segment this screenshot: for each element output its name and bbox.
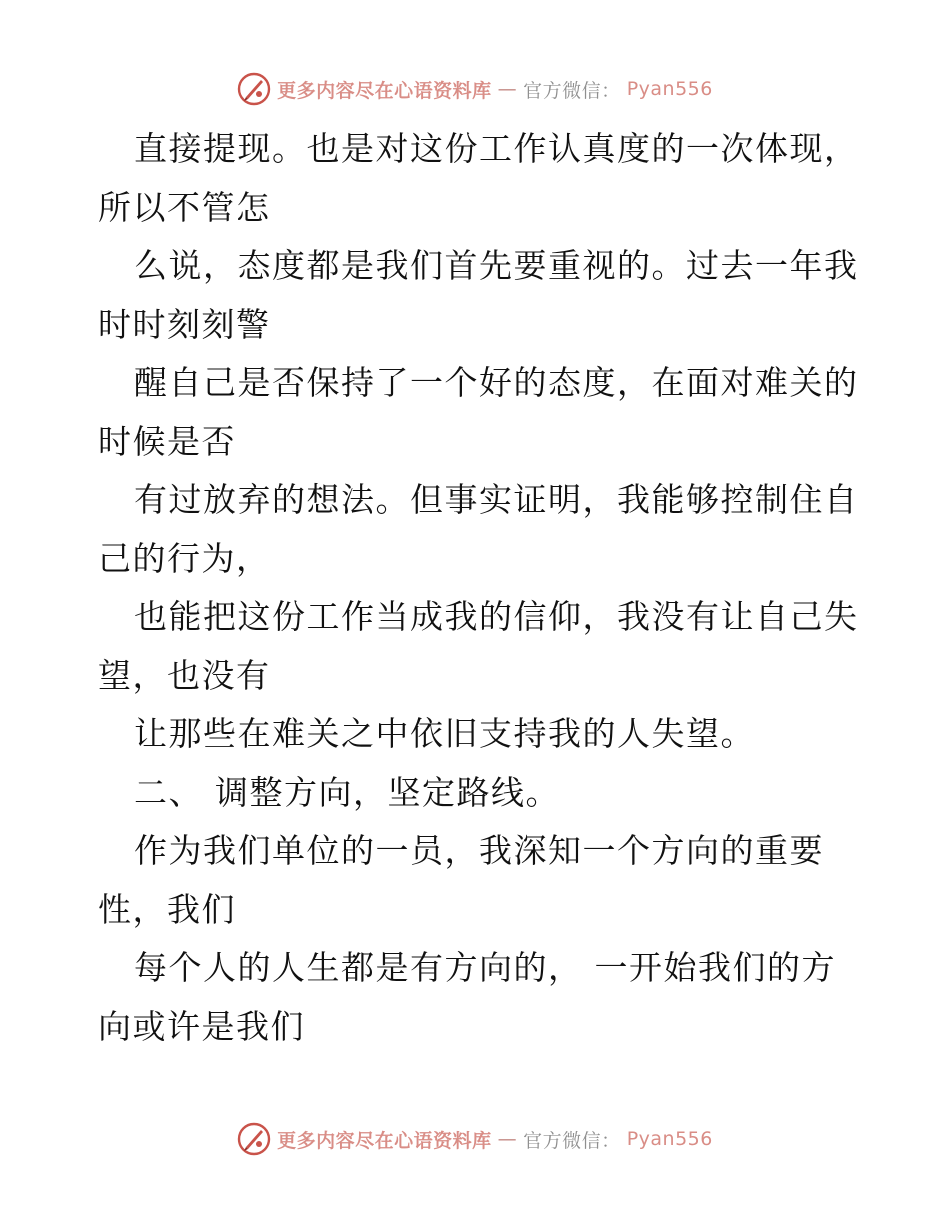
quill-logo-icon [237,1122,271,1156]
watermark-id: Pyan556 [626,78,713,100]
quill-logo-icon [237,72,271,106]
paragraph-line: 有过放弃的想法。但事实证明，我能够控制住自 [134,480,859,519]
paragraph-line: 么说，态度都是我们首先要重视的。过去一年我 [134,246,859,285]
paragraph-line: 醒自己是否保持了一个好的态度，在面对难关的 [134,363,859,402]
paragraph-line: 所以不管怎 [98,187,271,227]
watermark-text: 更多内容尽在心语资料库 [277,79,492,102]
paragraph-line: 望，也没有 [98,655,271,695]
paragraph-line: 向或许是我们 [98,1006,305,1046]
paragraph-line: 直接提现。也是对这份工作认真度的一次体现， [134,129,859,168]
paragraph-line: 作为我们单位的一员，我深知一个方向的重要 [134,831,824,870]
watermark-sub: 官方微信： [523,1129,621,1152]
watermark-sub: 官方微信： [523,79,621,102]
section-heading: 二、 调整方向，坚定路线。 [134,772,560,812]
watermark-dash: — [497,1128,518,1150]
watermark-dash: — [497,78,518,100]
paragraph-line: 也能把这份工作当成我的信仰，我没有让自己失 [134,597,859,636]
watermark-text: 更多内容尽在心语资料库 [277,1129,492,1152]
paragraph-line: 性，我们 [98,889,236,929]
paragraph-line: 每个人的人生都是有方向的， 一开始我们的方 [134,948,836,987]
paragraph-line: 让那些在难关之中依旧支持我的人失望。 [134,714,755,753]
paragraph-line: 己的行为， [98,538,271,578]
paragraph-line: 时候是否 [98,421,236,461]
paragraph-line: 时时刻刻警 [98,304,271,344]
footer-watermark [0,1122,950,1156]
header-watermark [0,72,950,106]
document-body [98,120,858,1056]
watermark-id: Pyan556 [626,1128,713,1150]
